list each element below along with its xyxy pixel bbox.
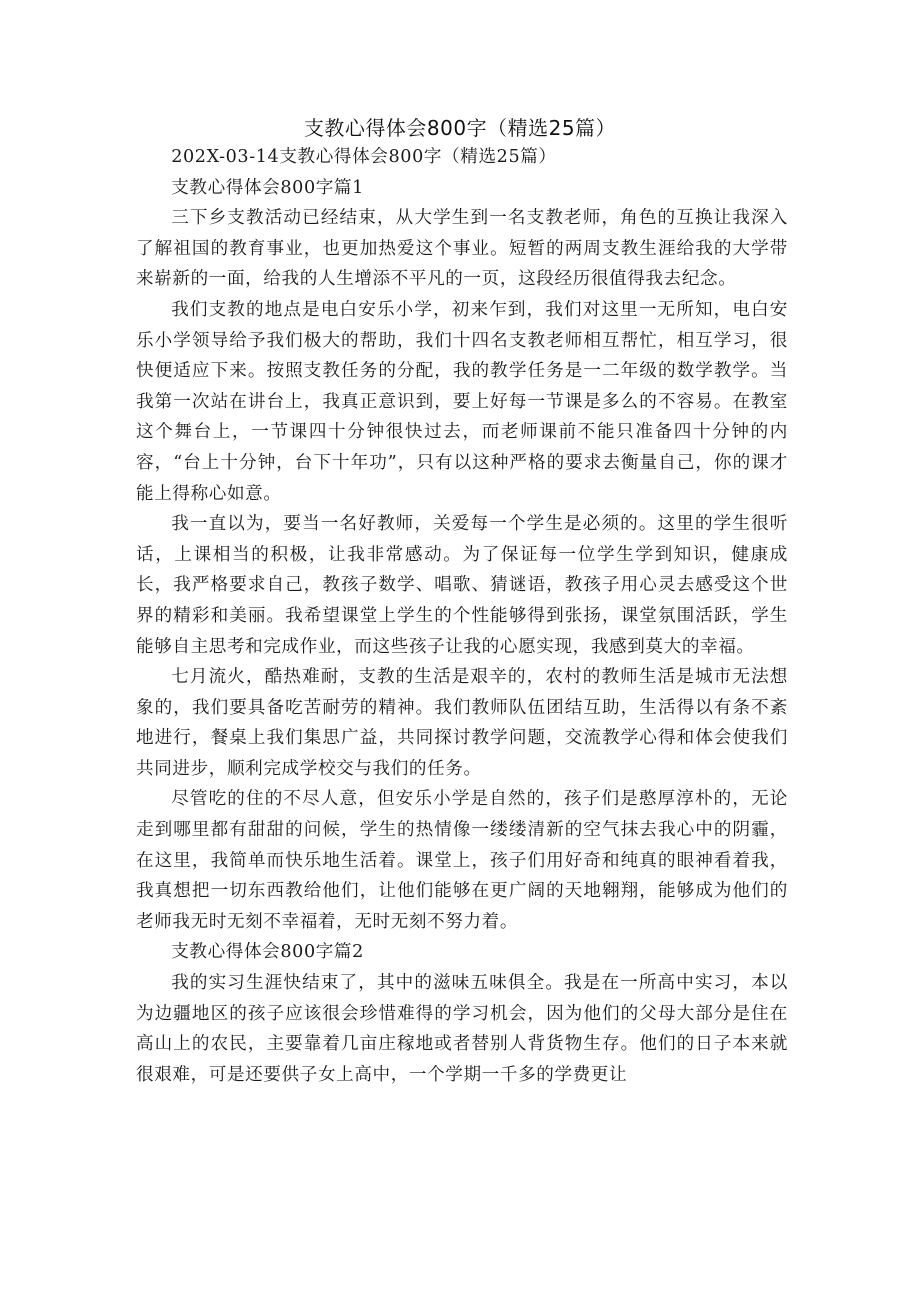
paragraph: 我的实习生涯快结束了，其中的滋味五味俱全。我是在一所高中实习，本以为边疆地区的孩子应该很会珍惜难得的学习机会，因为他们的父母大部分是住在高山上的农民，主要靠着几亩庄稼地或者替别人背货物生存。他们的日子本来就很艰难，可是还要供子女上高中，一个学期一千多的学费更让 [136, 973, 788, 1085]
paragraph: 三下乡支教活动已经结束，从大学生到一名支教老师，角色的互换让我深入了解祖国的教育事业，也更加热爱这个事业。短暂的两周支教生涯给我的大学带来崭新的一面，给我的人生增添不平凡的一页，这段经历很值得我去纪念。 [136, 208, 788, 290]
paragraph: 尽管吃的住的不尽人意，但安乐小学是自然的，孩子们是憨厚淳朴的，无论走到哪里都有甜甜的问候，学生的热情像一缕缕清新的空气抹去我心中的阴霾，在这里，我简单而快乐地生活着。课堂上，孩子们用好奇和纯真的眼神看着我，我真想把一切东西教给他们，让他们能够在更广阔的天地翱翔，能够成为他们的老师我无时无刻不幸福着，无时无刻不努力着。 [136, 789, 788, 932]
section-heading-2: 支教心得体会800字篇2 [171, 942, 364, 963]
section-heading-1: 支教心得体会800字篇1 [171, 177, 364, 198]
date-line: 202X-03-14支教心得体会800字（精选25篇） [171, 147, 557, 167]
document-body [136, 142, 788, 1090]
paragraph: 我一直以为，要当一名好教师，关爱每一个学生是必须的。这里的学生很听话，上课相当的积极，让我非常感动。为了保证每一位学生学到知识，健康成长，我严格要求自己，教孩子数学、唱歌、猜谜语，教孩子用心灵去感受这个世界的精彩和美丽。我希望课堂上学生的个性能够得到张扬，课堂氛围活跃，学生能够自主思考和完成作业，而这些孩子让我的心愿实现，我感到莫大的幸福。 [136, 514, 788, 657]
paragraph: 我们支教的地点是电白安乐小学，初来乍到，我们对这里一无所知，电白安乐小学领导给予我们极大的帮助，我们十四名支教老师相互帮忙，相互学习，很快便适应下来。按照支教任务的分配，我的教学任务是一二年级的数学教学。当我第一次站在讲台上，我真正意识到，要上好每一节课是多么的不容易。在教室这个舞台上，一节课四十分钟很快过去，而老师课前不能只准备四十分钟的内容，“台上十分钟，台下十年功”，只有以这种严格的要求去衡量自己，你的课才能上得称心如意。 [136, 299, 788, 504]
paragraph: 七月流火，酷热难耐，支教的生活是艰辛的，农村的教师生活是城市无法想象的，我们要具备吃苦耐劳的精神。我们教师队伍团结互助，生活得以有条不紊地进行，餐桌上我们集思广益，共同探讨教学问题，交流教学心得和体会使我们共同进步，顺利完成学校交与我们的任务。 [136, 667, 788, 779]
document-title: 支教心得体会800字（精选25篇） [303, 116, 617, 140]
